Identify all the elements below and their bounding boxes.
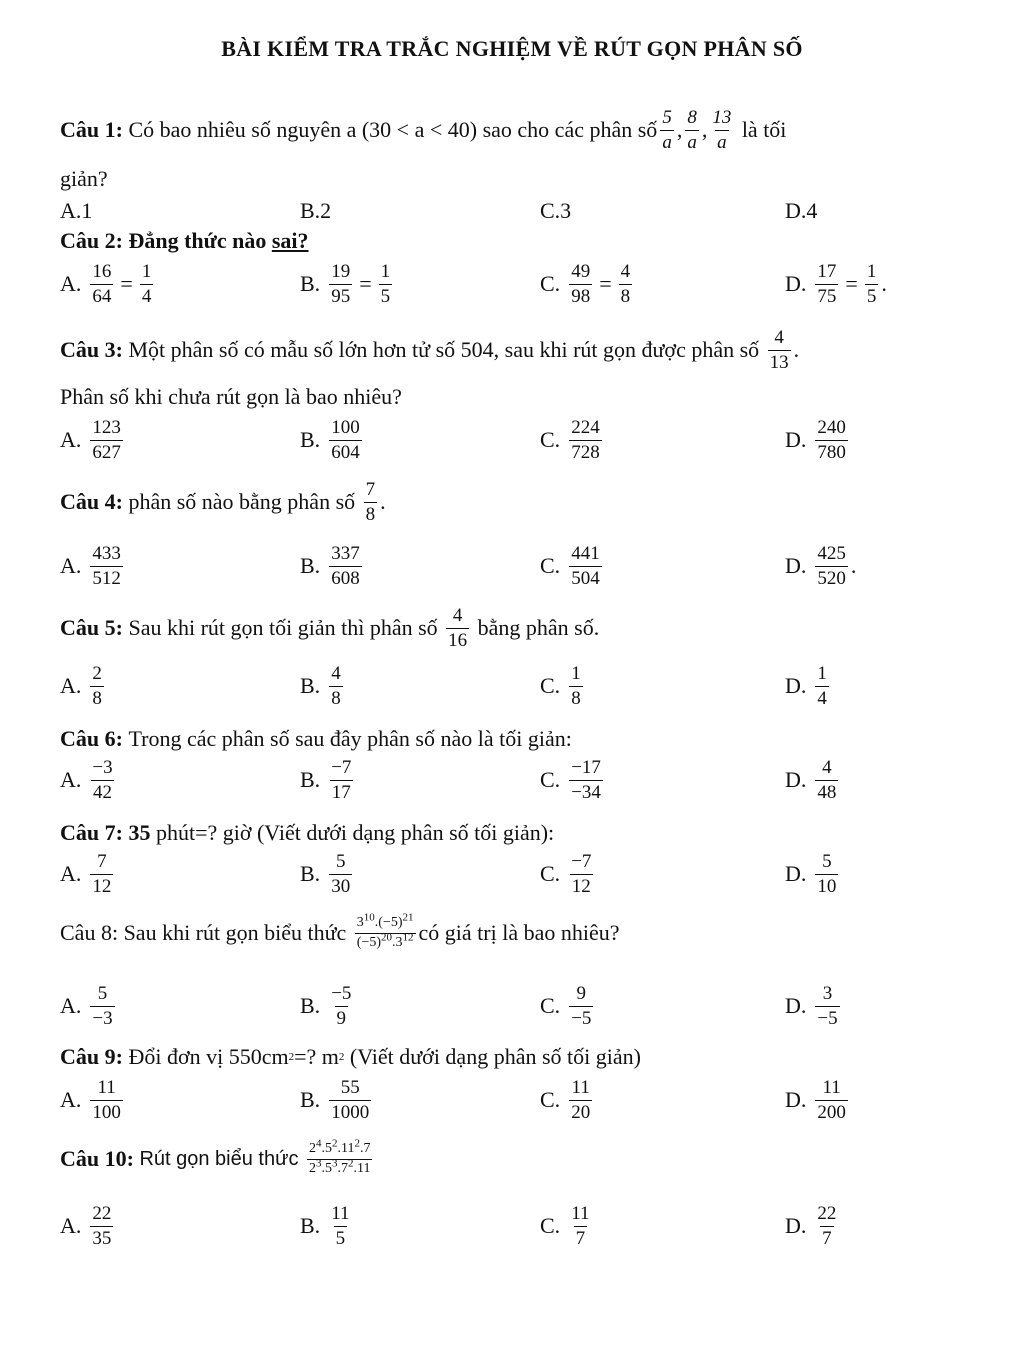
question-3-option-c[interactable]: C. $\frac{224}{728}$ — [540, 417, 600, 463]
question-5-text: Sau khi rút gọn tối giản thì phân số — [128, 615, 438, 641]
question-1-comma: , — [701, 117, 708, 143]
question-5-option-d[interactable]: D. $\frac{1}{4}$ — [785, 663, 827, 709]
question-3-option-d[interactable]: D. $\frac{240}{780}$ — [785, 417, 846, 463]
question-1-option-c[interactable]: C.3 — [540, 198, 572, 223]
question-2-option-d[interactable]: D. $\frac{17}{75}$ = $\frac{1}{5}$ . — [785, 261, 887, 307]
question-2-option-a[interactable]: A. $\frac{16}{64}$ = $\frac{1}{4}$ — [60, 261, 152, 307]
question-6-option-d[interactable]: D. $\frac{4}{48}$ — [785, 757, 837, 803]
question-6-option-b[interactable]: B. $\frac{-7}{17}$ — [300, 757, 352, 803]
question-2-label: Câu 2: — [60, 228, 123, 253]
question-8-option-b[interactable]: B. $\frac{-5}{9}$ — [300, 983, 352, 1029]
question-7-label: Câu 7: 35 — [60, 820, 151, 845]
question-8-option-c[interactable]: C. $\frac{9}{-5}$ — [540, 983, 592, 1029]
question-8-option-d[interactable]: D. $\frac{3}{-5}$ — [785, 983, 838, 1029]
question-1-text: Có bao nhiêu số nguyên a (30 < a < 40) sao cho các phân số — [128, 117, 658, 143]
question-2 — [60, 228, 309, 254]
question-6-text: Trong các phân số sau đây phân số nào là tối giản: — [128, 726, 572, 751]
question-2-option-c[interactable]: C. $\frac{49}{98}$ = $\frac{4}{8}$ — [540, 261, 631, 307]
question-4-option-d[interactable]: D. $\frac{425}{520}$ . — [785, 543, 857, 589]
question-3-option-a[interactable]: A. $\frac{123}{627}$ — [60, 417, 121, 463]
question-5-option-b[interactable]: B. $\frac{4}{8}$ — [300, 663, 341, 709]
question-10-option-d[interactable]: D. $\frac{22}{7}$ — [785, 1203, 837, 1249]
question-7-option-a[interactable]: A. $\frac{7}{12}$ — [60, 851, 112, 897]
question-10-label: Câu 10: — [60, 1146, 134, 1172]
question-5-option-c[interactable]: C. $\frac{1}{8}$ — [540, 663, 581, 709]
question-1-line-2: giản? — [60, 166, 108, 191]
question-5-fraction: $\frac{4}{16}$ — [448, 605, 468, 651]
question-8 — [60, 911, 620, 950]
question-2-text: Đẳng thức nào — [128, 228, 267, 253]
question-9-option-d[interactable]: D. $\frac{11}{200}$ — [785, 1077, 846, 1123]
question-3-line-2: Phân số khi chưa rút gọn là bao nhiêu? — [60, 384, 402, 409]
question-5-option-a[interactable]: A. $\frac{2}{8}$ — [60, 663, 102, 709]
question-3-label: Câu 3: — [60, 337, 123, 363]
question-5-label: Câu 5: — [60, 615, 123, 641]
question-4-option-b[interactable]: B. $\frac{337}{608}$ — [300, 543, 360, 589]
question-2-option-b[interactable]: B. $\frac{19}{95}$ = $\frac{1}{5}$ — [300, 261, 391, 307]
question-10-text: Rút gọn biểu thức — [139, 1147, 299, 1170]
question-8-option-a[interactable]: A. $\frac{5}{-3}$ — [60, 983, 113, 1029]
question-1-comma: , — [676, 117, 683, 143]
question-1-fraction-2: $\frac{8}{a}$ — [687, 107, 697, 153]
question-10-option-a[interactable]: A. $\frac{22}{35}$ — [60, 1203, 112, 1249]
question-1-option-a[interactable]: A.1 — [60, 198, 93, 223]
question-9-option-a[interactable]: A. $\frac{11}{100}$ — [60, 1077, 121, 1123]
question-8-label: Câu 8: — [60, 920, 119, 946]
question-4-fraction: $\frac{7}{8}$ — [365, 479, 376, 525]
question-7-option-b[interactable]: B. $\frac{5}{30}$ — [300, 851, 351, 897]
question-9-text-after: (Viết dưới dạng phân số tối giản) — [344, 1044, 641, 1069]
question-1-fraction-3: $\frac{13}{a}$ — [712, 107, 732, 153]
question-6 — [60, 726, 572, 752]
question-9-option-b[interactable]: B. $\frac{55}{1000}$ — [300, 1077, 370, 1123]
question-4-option-c[interactable]: C. $\frac{441}{504}$ — [540, 543, 600, 589]
question-10 — [60, 1137, 375, 1176]
question-9-text: Đổi đơn vị 550cm — [128, 1044, 289, 1069]
question-5-text-after: bằng phân số. — [477, 615, 600, 641]
question-8-expression: $\frac{3^{10}.(-5)^{21}}{(-5)^{20}.3^{12}}$ — [356, 911, 414, 950]
question-1-label: Câu 1: — [60, 117, 123, 143]
question-3-fraction: $\frac{4}{13}$ — [769, 327, 789, 373]
question-7 — [60, 820, 554, 846]
question-4-text: phân số nào bằng phân số — [128, 489, 356, 515]
question-7-option-c[interactable]: C. $\frac{-7}{12}$ — [540, 851, 592, 897]
question-4-option-a[interactable]: A. $\frac{433}{512}$ — [60, 543, 121, 589]
question-4: Câu 4: phân số nào bằng phân số $\frac{7}{8}$ . — [60, 479, 386, 525]
question-7-option-d[interactable]: D. $\frac{5}{10}$ — [785, 851, 837, 897]
question-7-text: phút=? giờ (Viết dưới dạng phân số tối giản): — [155, 820, 555, 845]
question-9: Câu 9: Đổi đơn vị 550cm 2 =? m 2 (Viết dưới dạng phân số tối giản) — [60, 1044, 641, 1069]
question-4-label: Câu 4: — [60, 489, 123, 515]
question-1-option-b[interactable]: B.2 — [300, 198, 332, 223]
question-10-option-b[interactable]: B. $\frac{11}{5}$ — [300, 1203, 350, 1249]
question-1 — [60, 108, 786, 153]
question-3-option-b[interactable]: B. $\frac{100}{604}$ — [300, 417, 360, 463]
page-title: BÀI KIỂM TRA TRẮC NGHIỆM VỀ RÚT GỌN PHÂN SỐ — [221, 36, 803, 61]
question-9-mid: =? m — [294, 1044, 339, 1069]
question-3: Câu 3: Một phân số có mẫu số lớn hơn tử số 504, sau khi rút gọn được phân số $\frac{4}{13}$ . — [60, 327, 800, 373]
question-9-option-c[interactable]: C. $\frac{11}{20}$ — [540, 1077, 591, 1123]
question-8-text-after: có giá trị là bao nhiêu? — [418, 920, 620, 946]
question-1-text-after: là tối — [741, 117, 787, 143]
question-9-label: Câu 9: — [60, 1044, 123, 1069]
question-6-label: Câu 6: — [60, 726, 123, 751]
question-3-text: Một phân số có mẫu số lớn hơn tử số 504, sau khi rút gọn được phân số — [128, 337, 760, 363]
question-1-option-d[interactable]: D.4 — [785, 198, 818, 223]
question-2-emphasis: sai? — [271, 228, 309, 253]
question-8-text: Sau khi rút gọn biểu thức — [123, 920, 347, 946]
question-5 — [60, 606, 599, 651]
question-10-option-c[interactable]: C. $\frac{11}{7}$ — [540, 1203, 590, 1249]
question-1-fraction-1: $\frac{5}{a}$ — [662, 107, 672, 153]
question-10-expression: $\frac{2^4.5^2.11^2.7}{2^3.5^3.7^2.11}$ — [309, 1137, 371, 1176]
question-6-option-a[interactable]: A. $\frac{-3}{42}$ — [60, 757, 113, 803]
question-6-option-c[interactable]: C. $\frac{-17}{-34}$ — [540, 757, 601, 803]
